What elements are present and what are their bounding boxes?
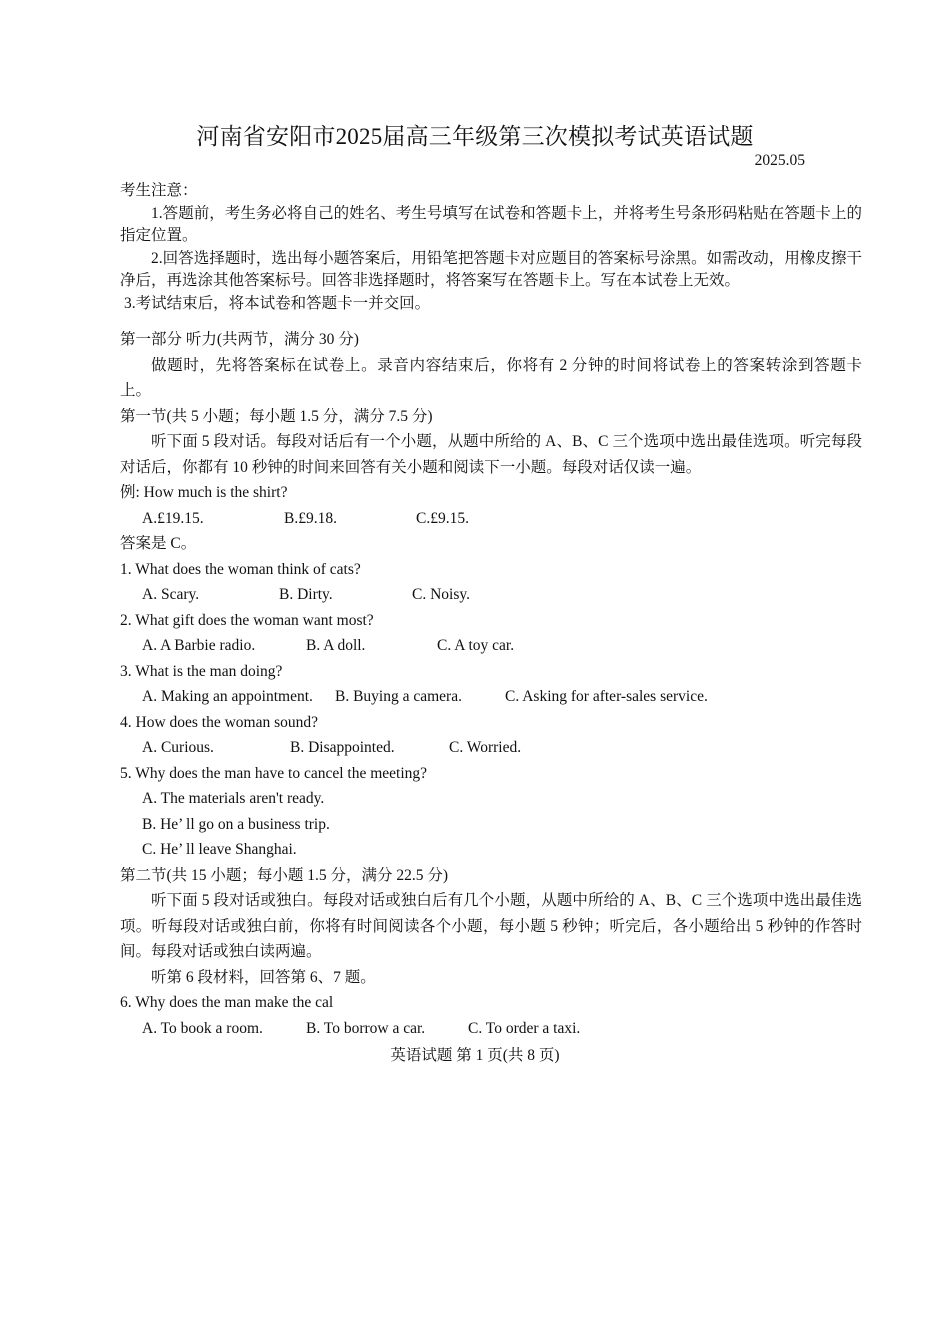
part1-heading: 第一部分 听力(共两节，满分 30 分): [120, 331, 359, 348]
question-1-options: [120, 582, 862, 608]
material-6-instruction: 听第 6 段材料，回答第 6、7 题。: [151, 968, 376, 986]
question-2: 2. What gift does the woman want most?: [120, 611, 374, 629]
question-5-option-b: B. He’ ll go on a business trip.: [142, 815, 330, 833]
notice-item-3: 3.考试结束后，将本试卷和答题卡一并交回。: [124, 294, 431, 312]
question-6-option-b: B. To borrow a car.: [306, 1019, 426, 1037]
notice-heading: 考生注意：: [120, 182, 198, 199]
question-4-option-a: A. Curious.: [142, 739, 214, 756]
question-4: 4. How does the woman sound?: [120, 713, 319, 731]
question-4-option-c: C. Worried.: [449, 739, 522, 756]
question-5-option-c: C. He’ ll leave Shanghai.: [142, 841, 297, 858]
question-3-option-b: B. Buying a camera.: [335, 688, 462, 705]
notice-item-2: 2.回答选择题时，选出每小题答案后，用铅笔把答题卡对应题目的答案标号涂黑。如需改动，用橡皮擦干净后，再选涂其他答案标号。回答非选择题时，将答案写在答题卡上。写在本试卷上无效。: [120, 249, 862, 289]
question-1-option-b: B. Dirty.: [279, 586, 333, 603]
question-1-option-a: A. Scary.: [142, 586, 200, 603]
question-2-option-a: A. A Barbie radio.: [142, 637, 256, 654]
section2-heading: 第二节(共 15 小题；每小题 1.5 分，满分 22.5 分): [120, 866, 449, 884]
exam-date: 2025.05: [754, 152, 805, 169]
example-option-a: A.£19.15.: [142, 509, 204, 527]
question-5-option-a: A. The materials aren't ready.: [142, 790, 325, 807]
exam-title: 河南省安阳市2025届高三年级第三次模拟考试英语试题: [196, 124, 754, 149]
example-question: 例: How much is the shirt?: [120, 484, 288, 501]
question-6: 6. Why does the man make the cal: [120, 994, 334, 1011]
question-5: 5. Why does the man have to cancel the meeting?: [120, 764, 428, 782]
example-answer: 答案是 C。: [120, 535, 197, 552]
question-2-option-b: B. A doll.: [306, 637, 366, 654]
question-2-option-c: C. A toy car.: [437, 637, 515, 654]
question-6-options: [120, 1016, 862, 1042]
section1-heading: 第一节(共 5 小题；每小题 1.5 分，满分 7.5 分): [120, 407, 433, 425]
page-footer: 英语试题 第 1 页(共 8 页): [390, 1047, 560, 1064]
question-2-options: [120, 633, 862, 659]
example-options: [120, 506, 862, 532]
section2-intro: 听下面 5 段对话或独白。每段对话或独白后有几个小题，从题中所给的 A、B、C 三个选项中选出最佳选项。听每段对话或独白前，你将有时间阅读各个小题，每小题 5 秒钟；听完后，各小题给出 5 秒钟的作答时间。每段对话或独白读两遍。: [120, 892, 862, 960]
question-3-option-c: C. Asking for after-sales service.: [505, 688, 708, 705]
question-4-options: [120, 735, 862, 761]
question-4-option-b: B. Disappointed.: [290, 739, 395, 756]
question-3-option-a: A. Making an appointment.: [142, 688, 313, 705]
question-1: 1. What does the woman think of cats?: [120, 560, 361, 578]
notice-item-1: 1.答题前，考生务必将自己的姓名、考生号填写在试卷和答题卡上，并将考生号条形码粘贴在答题卡上的指定位置。: [120, 204, 862, 244]
part1-intro: 做题时，先将答案标在试卷上。录音内容结束后，你将有 2 分钟的时间将试卷上的答案转涂到答题卡上。: [120, 356, 862, 399]
exam-content: [120, 180, 862, 1041]
question-1-option-c: C. Noisy.: [412, 586, 470, 603]
question-3: 3. What is the man doing?: [120, 662, 283, 680]
section1-intro: 听下面 5 段对话。每段对话后有一个小题，从题中所给的 A、B、C 三个选项中选出最佳选项。听完每段对话后，你都有 10 秒钟的时间来回答有关小题和阅读下一小题。每段对话仅读一遍。: [120, 433, 862, 476]
question-3-options: [120, 684, 862, 710]
question-6-option-a: A. To book a room.: [142, 1019, 263, 1037]
example-option-c: C.£9.15.: [416, 509, 469, 527]
example-option-b: B.£9.18.: [284, 509, 337, 527]
question-6-option-c: C. To order a taxi.: [468, 1019, 581, 1037]
